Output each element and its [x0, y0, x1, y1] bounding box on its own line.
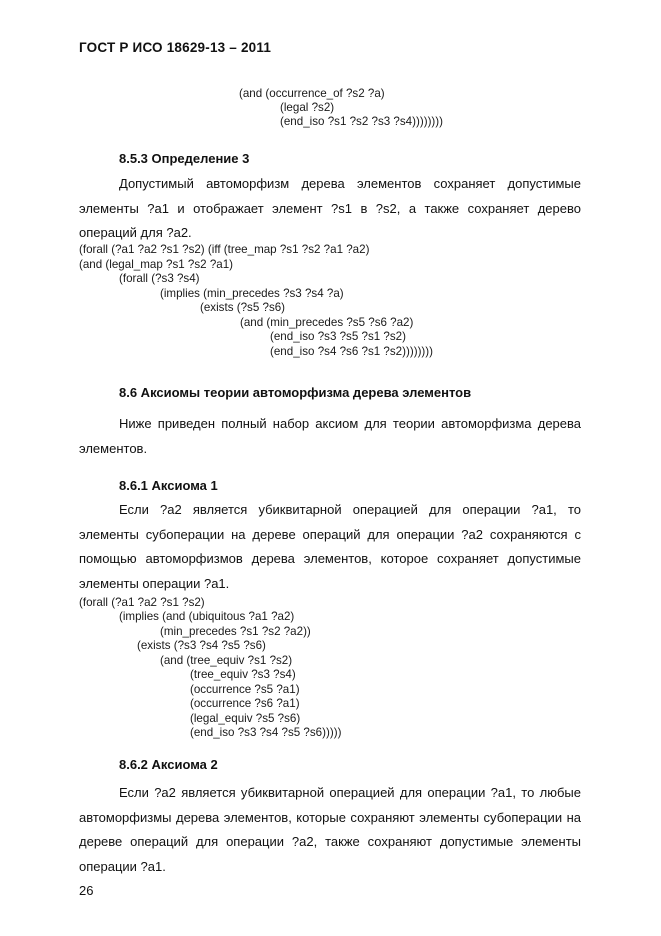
code-line: (and (occurrence_of ?s2 ?a): [239, 87, 385, 100]
section-heading-8-6: 8.6 Аксиомы теории автоморфизма дерева элементов: [119, 385, 472, 400]
code-line: (min_precedes ?s1 ?s2 ?a2)): [160, 625, 311, 638]
code-line: (and (legal_map ?s1 ?s2 ?a1): [79, 258, 234, 271]
section-heading-8-6-1: 8.6.1 Аксиома 1: [119, 478, 218, 493]
code-line: (end_iso ?s4 ?s6 ?s1 ?s2)))))))): [270, 345, 434, 358]
axioms-intro-paragraph: Ниже приведен полный набор аксиом для теории автоморфизма дерева элементов.: [79, 416, 581, 456]
code-line: (end_iso ?s3 ?s5 ?s1 ?s2): [270, 330, 406, 343]
code-line: (forall (?a1 ?a2 ?s1 ?s2): [79, 596, 205, 609]
document-header: ГОСТ Р ИСО 18629-13 – 2011: [79, 40, 272, 55]
code-line: (tree_equiv ?s3 ?s4): [190, 668, 296, 681]
code-line: (forall (?a1 ?a2 ?s1 ?s2) (iff (tree_map ?s1 ?s2 ?a1 ?a2): [79, 243, 370, 256]
axiom-1-paragraph: Если ?a2 является убиквитарной операцией для операции ?a1, то элементы субоперации на дереве операций для операции ?a2 сохраняются с помощью автоморфизмов дерева элементов, которое сохраняет допустимые элементы операции ?a1.: [79, 502, 581, 591]
code-line: (occurrence ?s5 ?a1): [190, 683, 300, 696]
code-line: (and (tree_equiv ?s1 ?s2): [160, 654, 293, 667]
code-line: (end_iso ?s3 ?s4 ?s5 ?s6))))): [190, 726, 342, 739]
code-line: (implies (min_precedes ?s3 ?s4 ?a): [160, 287, 344, 300]
section-heading-8-5-3: 8.5.3 Определение 3: [119, 151, 250, 166]
code-line: (and (min_precedes ?s5 ?s6 ?a2): [240, 316, 414, 329]
code-line: (exists (?s5 ?s6): [200, 301, 286, 314]
code-line: (occurrence ?s6 ?a1): [190, 697, 300, 710]
code-line: (end_iso ?s1 ?s2 ?s3 ?s4)))))))): [280, 115, 444, 128]
definition-3-paragraph: Допустимый автоморфизм дерева элементов сохраняет допустимые элементы ?a1 и отображает элемент ?s1 в ?s2, а также сохраняет дерево операций для ?a2.: [79, 176, 581, 241]
code-line: (implies (and (ubiquitous ?a1 ?a2): [119, 610, 295, 623]
code-line: (forall (?s3 ?s4): [119, 272, 200, 285]
code-line: (legal ?s2): [280, 101, 335, 114]
code-line: (legal_equiv ?s5 ?s6): [190, 712, 301, 725]
axiom-2-paragraph: Если ?a2 является убиквитарной операцией для операции ?a1, то любые автоморфизмы дерева элементов, которые сохраняют элементы субоперации на дереве операций для операции ?a2, также сохраняют допустимые элементы операции ?a1.: [79, 785, 581, 874]
page-number: 26: [79, 883, 94, 898]
code-line: (exists (?s3 ?s4 ?s5 ?s6): [137, 639, 266, 652]
section-heading-8-6-2: 8.6.2 Аксиома 2: [119, 757, 218, 772]
